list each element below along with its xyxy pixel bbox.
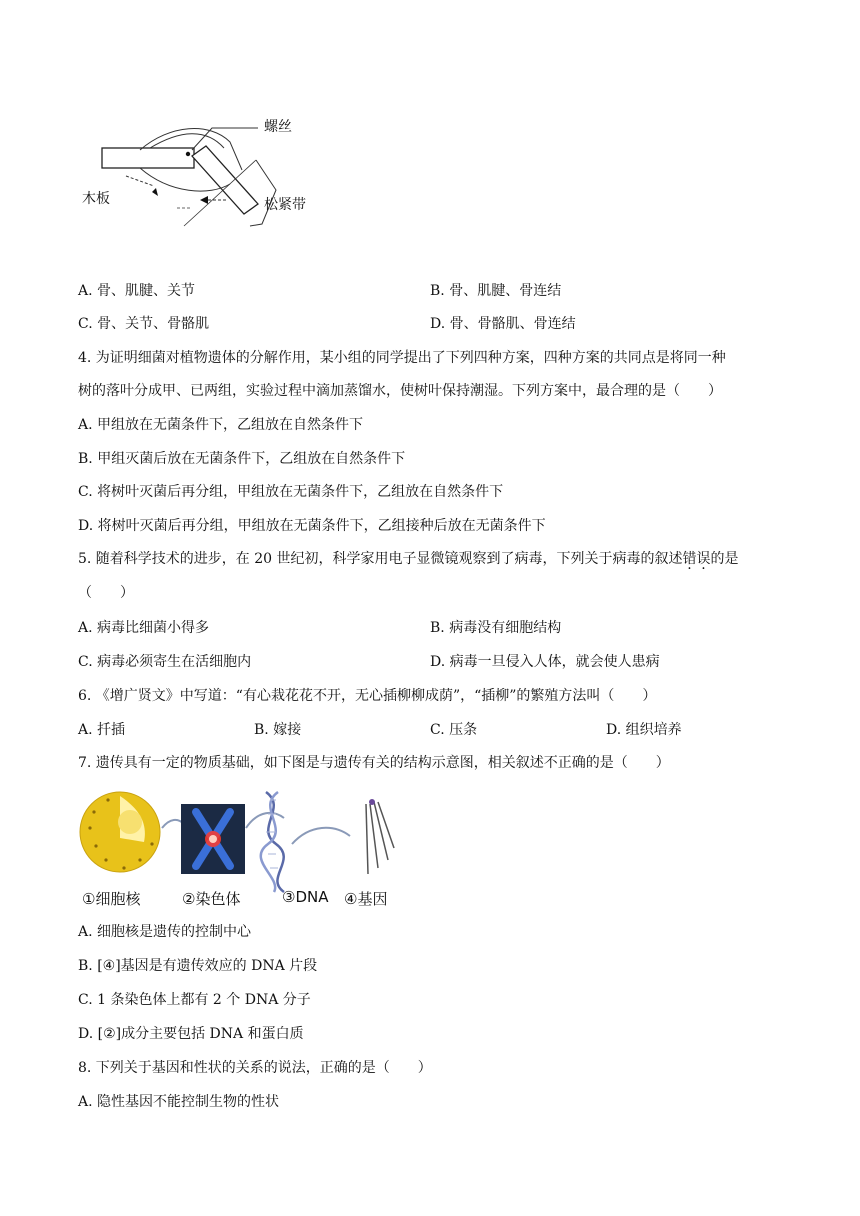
fig-label-dna: ③DNA — [282, 888, 329, 906]
q5-option-d: D. 病毒一旦侵入人体，就会使人患病 — [430, 654, 660, 670]
q5-stem-line1 — [78, 549, 739, 569]
q7-option-c: C. 1 条染色体上都有 2 个 DNA 分子 — [78, 992, 311, 1008]
q5-option-c: C. 病毒必须寄生在活细胞内 — [78, 654, 252, 670]
joint-model-drawing — [80, 108, 340, 238]
q5-stem-text: 5. 随着科学技术的进步，在 20 世纪初，科学家用电子显微镜观察到了病毒，下列关于病毒的叙述 — [78, 551, 683, 567]
joint-model-figure — [80, 108, 340, 238]
strap-label: 松紧带 — [264, 197, 306, 213]
fig-label-nucleus: ①细胞核 — [82, 890, 141, 908]
q6-option-a: A. 扦插 — [78, 722, 126, 738]
q4-option-c: C. 将树叶灭菌后再分组，甲组放在无菌条件下，乙组放在自然条件下 — [78, 484, 504, 500]
q7-stem: 7. 遗传具有一定的物质基础，如下图是与遗传有关的结构示意图，相关叙述不正确的是（ ） — [78, 755, 670, 771]
q5-stem-text-end: 的是 — [710, 551, 739, 567]
q5-emphasis-char-2: 误 — [696, 551, 711, 567]
q3-option-a: A. 骨、肌腱、关节 — [78, 283, 196, 299]
q4-stem-line2: 树的落叶分成甲、已两组，实验过程中滴加蒸馏水，使树叶保持潮湿。下列方案中，最合理的是（ ） — [78, 383, 722, 399]
q3-option-d: D. 骨、骨骼肌、骨连结 — [430, 316, 576, 332]
q8-stem: 8. 下列关于基因和性状的关系的说法，正确的是（ ） — [78, 1060, 432, 1076]
q6-option-c: C. 压条 — [430, 722, 478, 738]
q4-option-b: B. 甲组灭菌后放在无菌条件下，乙组放在自然条件下 — [78, 451, 406, 467]
q4-stem-line1: 4. 为证明细菌对植物遗体的分解作用，某小组的同学提出了下列四种方案，四种方案的共同点是将同一种 — [78, 350, 726, 366]
fig-label-chromosome: ②染色体 — [182, 890, 241, 908]
q5-option-a: A. 病毒比细菌小得多 — [78, 620, 210, 636]
board-label: 木板 — [82, 191, 110, 207]
q6-option-b: B. 嫁接 — [254, 722, 302, 738]
q6-option-d: D. 组织培养 — [606, 722, 682, 738]
q7-option-b: B. [④]基因是有遗传效应的 DNA 片段 — [78, 958, 318, 974]
q3-option-b: B. 骨、肌腱、骨连结 — [430, 283, 562, 299]
fig-label-gene: ④基因 — [344, 890, 388, 908]
q4-option-a: A. 甲组放在无菌条件下，乙组放在自然条件下 — [78, 417, 364, 433]
heredity-structure-figure — [78, 788, 418, 913]
q4-option-d: D. 将树叶灭菌后再分组，甲组放在无菌条件下，乙组接种后放在无菌条件下 — [78, 518, 546, 534]
q7-option-a: A. 细胞核是遗传的控制中心 — [78, 924, 252, 940]
q8-option-a: A. 隐性基因不能控制生物的性状 — [78, 1094, 280, 1110]
q7-option-d: D. [②]成分主要包括 DNA 和蛋白质 — [78, 1026, 304, 1042]
screw-label: 螺丝 — [264, 119, 292, 135]
q6-stem: 6. 《增广贤文》中写道：“有心栽花花不开，无心插柳柳成荫”，“插柳”的繁殖方法叫（ ） — [78, 688, 657, 704]
q5-stem-line2: （ ） — [78, 585, 134, 601]
q3-option-c: C. 骨、关节、骨骼肌 — [78, 316, 210, 332]
q5-option-b: B. 病毒没有细胞结构 — [430, 620, 562, 636]
q5-emphasis-char-1: 错 — [682, 551, 697, 567]
